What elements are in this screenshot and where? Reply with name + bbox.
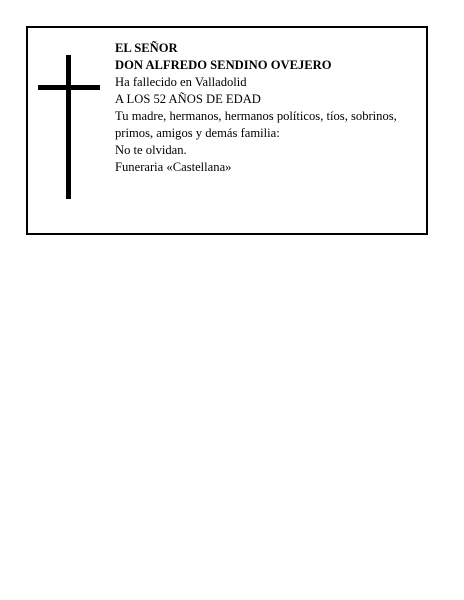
cross-horizontal-bar	[38, 85, 100, 90]
deceased-name: DON ALFREDO SENDINO OVEJERO	[115, 58, 332, 72]
notice-text-block	[115, 40, 421, 176]
obituary-notice	[26, 26, 428, 235]
mourners-line: Tu madre, hermanos, hermanos políticos, tíos, sobrinos, primos, amigos y demás familia:	[115, 109, 397, 140]
age-line: A LOS 52 AÑOS DE EDAD	[115, 92, 261, 106]
cross-icon	[38, 55, 100, 199]
cross-vertical-bar	[66, 55, 71, 199]
closing-line: No te olvidan.	[115, 143, 187, 157]
funeral-home: Funeraria «Castellana»	[115, 160, 232, 174]
title-line: EL SEÑOR	[115, 41, 178, 55]
death-place: Ha fallecido en Valladolid	[115, 75, 247, 89]
